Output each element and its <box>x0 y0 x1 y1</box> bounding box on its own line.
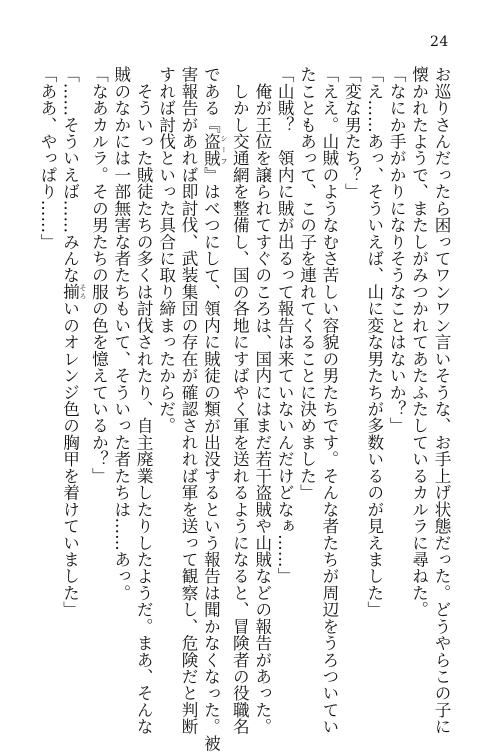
text-line-4: 「え……あっ、そういえば、山に変な男たちが多数いるのが見えました」 <box>364 66 384 618</box>
text-line-12: 害報告があれば即討伐、武装集団の存在が確認されれば軍を送って観察し、危険だと判断 <box>179 66 199 735</box>
ruby-base-soro: 揃 <box>60 283 80 301</box>
text-line-17-before: 「……そういえば……みんな <box>60 66 80 284</box>
text-line-11 <box>199 66 228 752</box>
text-line-8: 「山賊？ 領内に賊が出るって報告は来ていないんだけどなぁ……」 <box>275 66 295 585</box>
text-line-7: たこともあって、この子を連れてくることに決めました」 <box>297 66 317 501</box>
text-line-10: しかし交通網を整備し、国の各地にすばやく軍を送れるようになると、冒険者の役職名 <box>230 66 250 735</box>
vertical-text-block <box>36 66 452 752</box>
ruby-annotation-soro <box>60 283 87 301</box>
ruby-reading-soro: そろ <box>79 283 87 301</box>
text-line-1: お巡りさんだったら困ってワンワン言いそうな、お手上げ状態だった。どうやらこの子に <box>432 66 451 735</box>
text-line-13: すれば討伐といった具合に取り締まったからだ。 <box>156 66 176 434</box>
text-line-6: 「ええ。山賊のようなむさ苦しい容貌の男たちです。そんな者たちが周辺をうろついてい <box>319 66 339 735</box>
text-line-15: 賊のなかには一部無害な者たちもいて、そういった者たちは……あっ。 <box>111 66 131 602</box>
ruby-annotation-thief <box>201 132 228 167</box>
text-line-11-after: 』はべつにして、領内に賊徒の類が出没するという報告は聞かなくなった。被 <box>201 166 221 752</box>
text-line-16: 「なあカルラ。その男たちの服の色を憶えているか？」 <box>89 66 109 484</box>
page-number: 24 <box>430 34 449 50</box>
ruby-reading-thief: シーフ <box>219 132 228 167</box>
text-line-9: 俺が王位を譲られてすぐのころは、国内にはまだ若干盗賊や山賊などの報告があった。 <box>252 66 272 735</box>
ruby-base-thief: 盗賊 <box>201 132 221 167</box>
text-line-18: 「ああ、やっぱり……」 <box>38 66 58 250</box>
text-line-2: 懐かれたようで、またしがみつかれてあたふたしているカルラに尋ねた。 <box>409 66 429 618</box>
text-line-3: 「なにか手がかりになりそうなことはないか？」 <box>387 66 407 434</box>
text-line-5: 「変な男たち？」 <box>342 66 362 200</box>
text-line-17 <box>58 66 87 676</box>
text-line-17-after: いのオレンジ色の胸甲を着けていました」 <box>60 300 80 618</box>
text-line-11-before: である『 <box>201 66 221 133</box>
text-line-14: そういった賊徒たちの多くは討伐されたり、自主廃業したりしたようだ。まあ、そんな <box>134 66 154 735</box>
